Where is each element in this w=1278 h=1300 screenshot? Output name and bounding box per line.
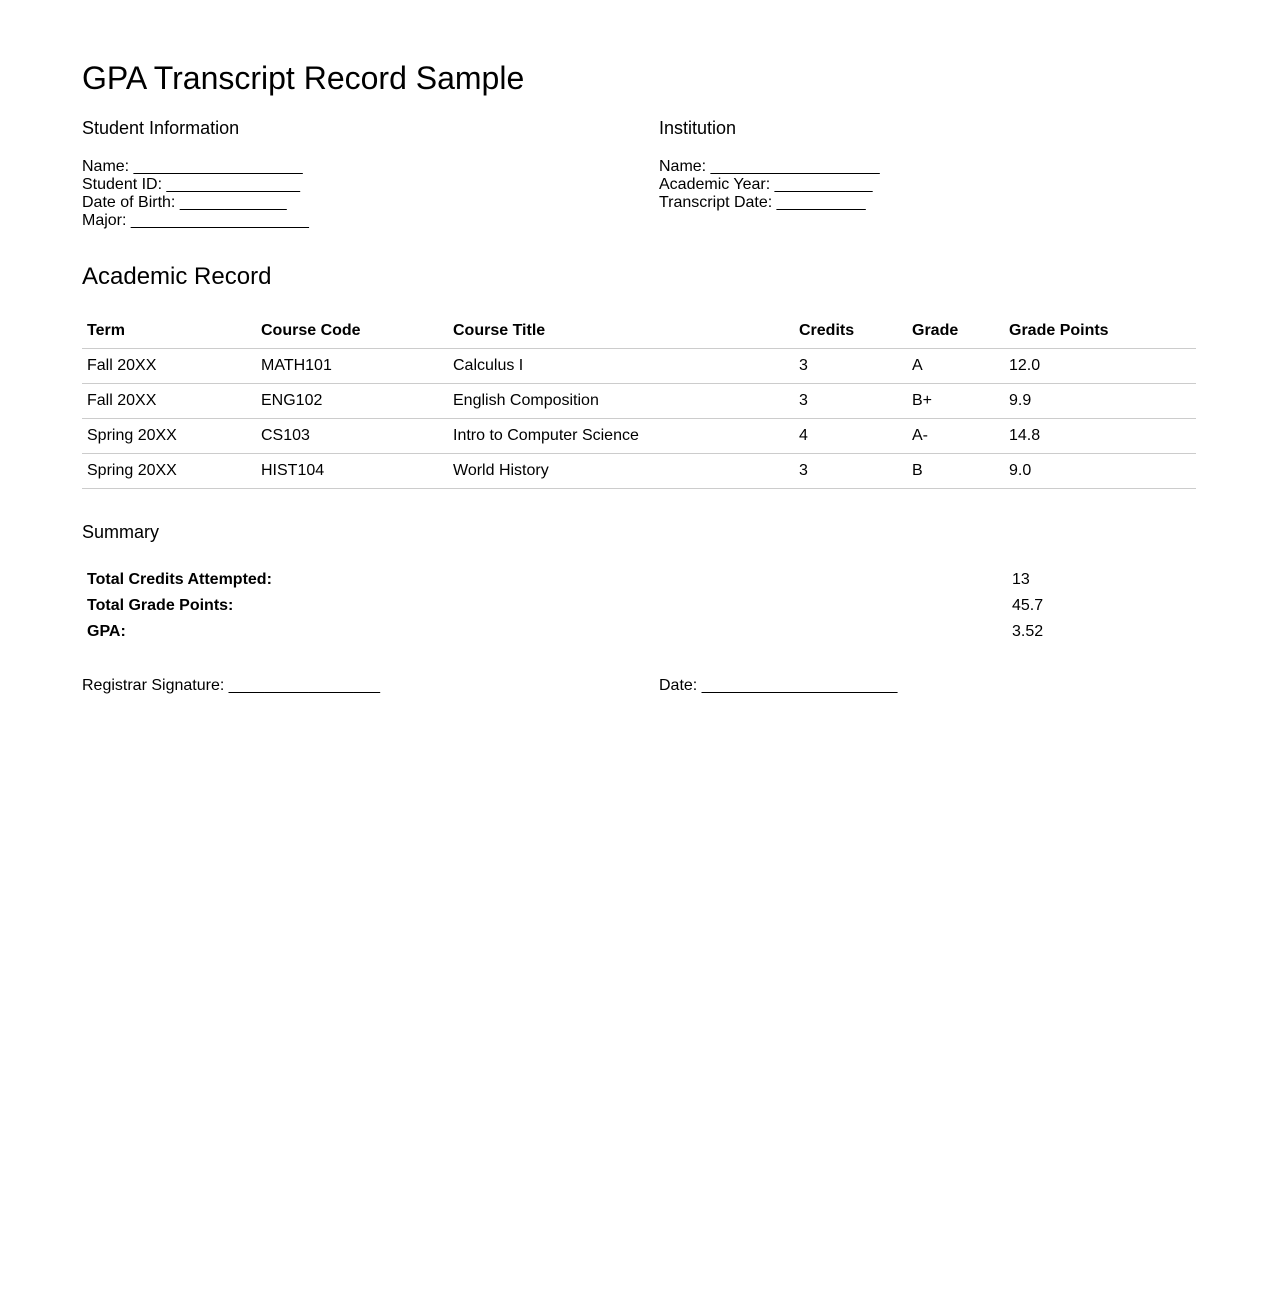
table-row <box>82 419 1196 454</box>
course-code-cell: ENG102 <box>256 384 448 419</box>
credits-cell: 4 <box>794 419 907 454</box>
student-information-section <box>82 116 309 230</box>
course-code-cell: CS103 <box>256 419 448 454</box>
course-title-cell: Intro to Computer Science <box>448 419 794 454</box>
institution-heading: Institution <box>659 118 737 138</box>
gpa-label: GPA: <box>87 623 126 640</box>
credits-cell: 3 <box>794 349 907 384</box>
term-cell: Fall 20XX <box>82 349 256 384</box>
column-header-course-title: Course Title <box>448 314 794 349</box>
institution-section <box>659 116 880 212</box>
column-header-grade-points: Grade Points <box>1004 314 1196 349</box>
credits-cell: 3 <box>794 384 907 419</box>
grade-cell: B+ <box>907 384 1004 419</box>
major-field: Major: ____________________ <box>82 212 309 229</box>
term-cell: Fall 20XX <box>82 384 256 419</box>
grade-points-cell: 9.0 <box>1004 454 1196 489</box>
course-title-cell: World History <box>448 454 794 489</box>
grade-cell: A <box>907 349 1004 384</box>
column-header-grade: Grade <box>907 314 1004 349</box>
table-header-row <box>82 314 1196 349</box>
grade-cell: B <box>907 454 1004 489</box>
student-id-field: Student ID: _______________ <box>82 176 300 193</box>
total-grade-points-label: Total Grade Points: <box>87 597 234 614</box>
academic-year-field: Academic Year: ___________ <box>659 176 873 193</box>
term-cell: Spring 20XX <box>82 419 256 454</box>
signature-date-line: Date: ______________________ <box>659 677 898 694</box>
term-cell: Spring 20XX <box>82 454 256 489</box>
summary-row <box>82 567 1196 593</box>
summary-row <box>82 593 1196 619</box>
course-code-cell: MATH101 <box>256 349 448 384</box>
student-information-heading: Student Information <box>82 118 240 138</box>
table-row <box>82 384 1196 419</box>
total-credits-value: 13 <box>1012 571 1030 588</box>
table-row <box>82 454 1196 489</box>
column-header-term: Term <box>82 314 256 349</box>
grade-points-cell: 9.9 <box>1004 384 1196 419</box>
course-title-cell: Calculus I <box>448 349 794 384</box>
table-row <box>82 349 1196 384</box>
grade-cell: A- <box>907 419 1004 454</box>
date-of-birth-field: Date of Birth: ____________ <box>82 194 287 211</box>
student-name-field: Name: ___________________ <box>82 158 303 175</box>
summary-heading: Summary <box>82 522 160 542</box>
gpa-value: 3.52 <box>1012 623 1044 640</box>
transcript-date-field: Transcript Date: __________ <box>659 194 866 211</box>
registrar-signature-line: Registrar Signature: _________________ <box>82 677 381 694</box>
grade-points-cell: 14.8 <box>1004 419 1196 454</box>
grade-points-cell: 12.0 <box>1004 349 1196 384</box>
column-header-course-code: Course Code <box>256 314 448 349</box>
summary-table <box>82 567 1196 645</box>
academic-record-table <box>82 314 1196 489</box>
total-grade-points-value: 45.7 <box>1012 597 1044 614</box>
page-title: GPA Transcript Record Sample <box>82 60 525 96</box>
credits-cell: 3 <box>794 454 907 489</box>
total-credits-label: Total Credits Attempted: <box>87 571 272 588</box>
course-title-cell: English Composition <box>448 384 794 419</box>
academic-record-heading: Academic Record <box>82 263 272 290</box>
column-header-credits: Credits <box>794 314 907 349</box>
institution-name-field: Name: ___________________ <box>659 158 880 175</box>
course-code-cell: HIST104 <box>256 454 448 489</box>
summary-row <box>82 619 1196 645</box>
